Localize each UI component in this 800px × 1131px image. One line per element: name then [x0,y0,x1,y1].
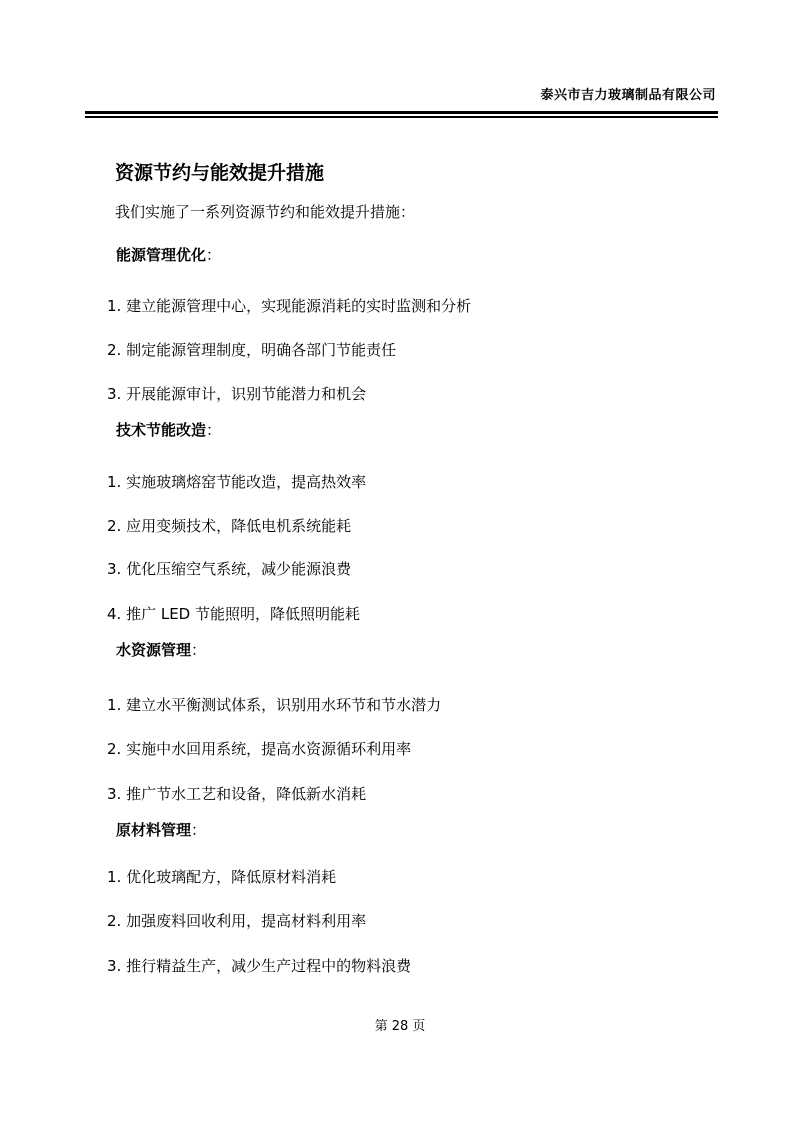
list-item: 2. 加强废料回收利用，提高材料利用率 [107,912,367,930]
list-item: 1. 优化玻璃配方，降低原材料消耗 [107,868,337,886]
section-heading-raw-materials [107,820,720,841]
section-heading-colon: ： [206,246,222,264]
document-body [107,160,720,977]
section-heading-label: 技术节能改造 [116,421,207,439]
section-heading-colon: ： [206,421,222,439]
list-item: 3. 优化压缩空气系统，减少能源浪费 [107,560,352,578]
page-footer [0,1018,800,1036]
list-item: 3. 开展能源审计，识别节能潜力和机会 [107,385,367,403]
section-heading-label: 原材料管理 [116,821,192,839]
section-heading-technical-retrofit [107,420,720,441]
list-item: 3. 推广节水工艺和设备，降低新水消耗 [107,785,367,803]
list-item: 1. 建立能源管理中心，实现能源消耗的实时监测和分析 [107,297,472,315]
section-heading-colon: ： [191,641,207,659]
list-item: 1. 实施玻璃熔窑节能改造，提高热效率 [107,473,367,491]
section-heading-water-management [107,640,720,661]
page-title: 资源节约与能效提升措施 [115,162,325,184]
list-item: 2. 制定能源管理制度，明确各部门节能责任 [107,341,397,359]
page-number: 第 28 页 [374,1019,426,1034]
header-divider [85,111,718,118]
list-item: 1. 建立水平衡测试体系，识别用水环节和节水潜力 [107,696,442,714]
page-header [85,88,718,118]
list-item: 4. 推广 LED 节能照明，降低照明能耗 [107,605,361,623]
section-heading-label: 能源管理优化 [116,246,207,264]
section-heading-colon: ： [191,821,207,839]
list-item: 2. 实施中水回用系统，提高水资源循环利用率 [107,740,412,758]
section-heading-label: 水资源管理 [116,641,192,659]
list-item: 3. 推行精益生产，减少生产过程中的物料浪费 [107,957,412,975]
company-name: 泰兴市吉力玻璃制品有限公司 [540,88,716,103]
list-item: 2. 应用变频技术，降低电机系统能耗 [107,517,352,535]
section-heading-energy-management [107,245,720,266]
intro-paragraph: 我们实施了一系列资源节约和能效提升措施： [115,203,416,221]
